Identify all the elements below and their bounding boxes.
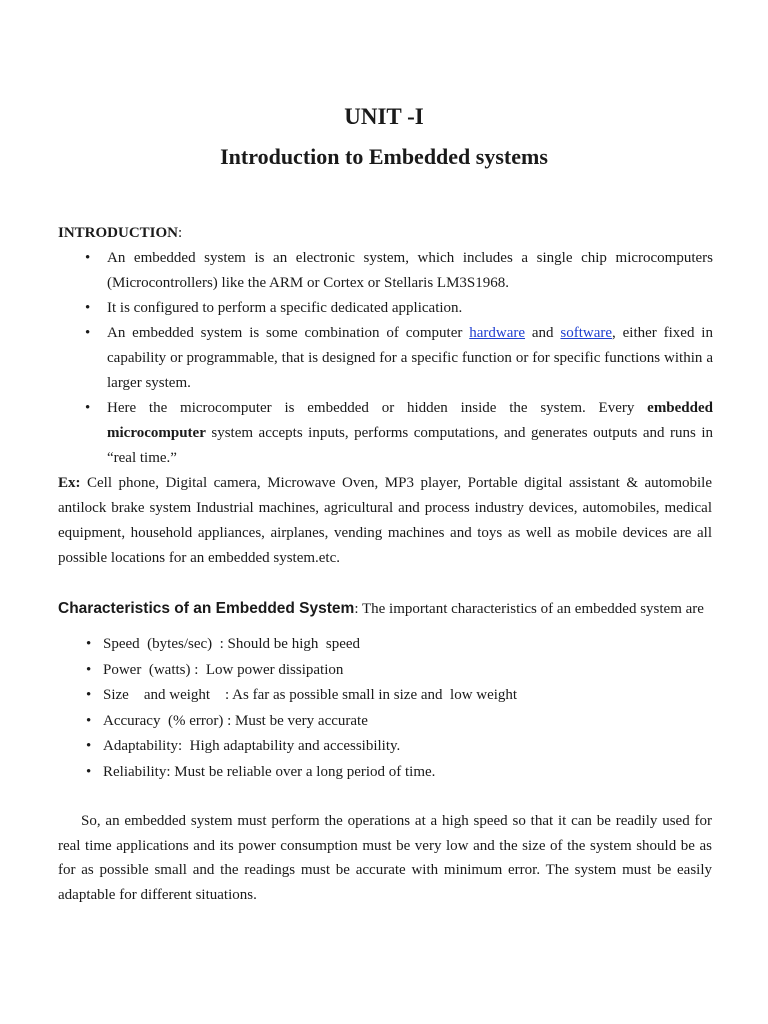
hardware-link[interactable]: hardware xyxy=(469,325,526,341)
characteristic-text: Adaptability: High adaptability and accessibility. xyxy=(103,738,401,754)
intro-bullet-3-text-mid: and xyxy=(525,325,561,341)
intro-bullet-1-text: An embedded system is an electronic system, which includes a single chip microcomputers (Microcontrollers) like the ARM or Cortex or Stellaris LM3S1968. xyxy=(107,250,713,291)
characteristic-item-reliability xyxy=(58,760,713,786)
software-link[interactable]: software xyxy=(560,325,613,341)
intro-bullet-2-text: It is configured to perform a specific dedicated application. xyxy=(107,300,463,316)
intro-bullet-4-text-end: system accepts inputs, performs computations, and generates outputs and runs in “real time.” xyxy=(107,425,713,466)
intro-bullet-2 xyxy=(58,296,713,321)
characteristic-text: Accuracy (% error) : Must be very accurate xyxy=(103,712,368,729)
characteristic-item-size xyxy=(58,683,713,709)
introduction-heading-colon: : xyxy=(178,225,183,241)
characteristics-lead-text: : The important characteristics of an embedded system are xyxy=(354,601,704,617)
characteristic-text: Size and weight : As far as possible small in size and low weight xyxy=(103,687,518,703)
introduction-heading xyxy=(58,223,182,243)
intro-bullet-3-text-end: , either fixed in capability or programmable, that is designed for a specific function or for specific functions within a larger system. xyxy=(107,325,713,391)
characteristic-text: Speed (bytes/sec) : Should be high speed xyxy=(103,636,361,652)
intro-bullet-3-text-start: An embedded system is some combination of computer xyxy=(107,325,470,341)
intro-bullet-4-bold-term: embedded microcomputer xyxy=(107,400,713,441)
intro-bullet-1 xyxy=(58,246,713,296)
introduction-heading-text: INTRODUCTION xyxy=(58,225,179,241)
page-title: Introduction to Embedded systems xyxy=(220,144,548,169)
unit-label: UNIT -I xyxy=(344,104,424,129)
intro-bullet-4 xyxy=(58,396,713,471)
characteristics-intro-line xyxy=(58,597,738,621)
characteristics-bullet-list xyxy=(58,632,713,785)
characteristic-item-speed xyxy=(58,632,713,658)
introduction-bullet-list xyxy=(58,246,713,471)
example-label: Ex: xyxy=(58,475,81,491)
characteristic-item-accuracy xyxy=(58,709,713,735)
intro-bullet-3 xyxy=(58,321,713,396)
characteristic-text: Power (watts) : Low power dissipation xyxy=(103,661,344,678)
characteristic-text: Reliability: Must be reliable over a long period of time. xyxy=(103,763,436,780)
characteristic-item-adaptability xyxy=(58,734,713,760)
conclusion-paragraph: So, an embedded system must perform the operations at a high speed so that it can be readily used for real time applications and its power consumption must be very low and the size of the system should be as for as possible small and the readings must be accurate with minimum error. The system must be easily adaptable for different situations. xyxy=(58,813,712,903)
characteristics-heading: Characteristics of an Embedded System xyxy=(58,600,355,617)
example-text: Cell phone, Digital camera, Microwave Oven, MP3 player, Portable digital assistant & automobile antilock brake system Industrial machines, agricultural and process industry devices, automobiles, medical equipment, household appliances, airplanes, vending machines and toys as well as mobile devices are all possible locations for an embedded system.etc. xyxy=(58,475,712,566)
characteristic-item-power xyxy=(58,658,713,684)
example-paragraph xyxy=(58,471,712,571)
intro-bullet-4-text-start: Here the microcomputer is embedded or hidden inside the system. Every xyxy=(107,400,648,416)
